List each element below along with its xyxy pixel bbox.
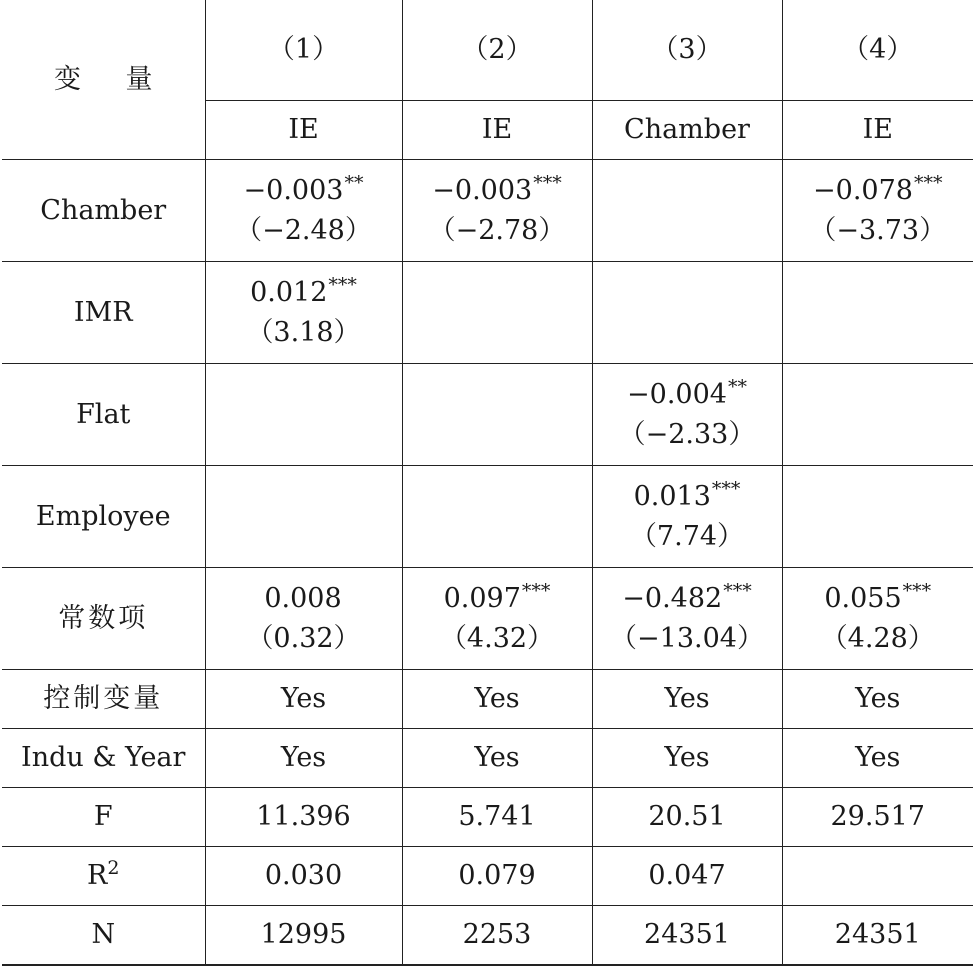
row-r-squared	[2, 847, 973, 906]
coef-cell-empty	[592, 160, 782, 262]
significance-stars: **	[344, 171, 364, 194]
column-number-3: （3）	[592, 0, 782, 101]
coef-cell-empty	[402, 466, 592, 568]
coef-cell	[402, 160, 592, 262]
dependent-var-1: IE	[205, 101, 402, 160]
column-number-1: （1）	[205, 0, 402, 101]
coef-value: −0.482	[622, 582, 723, 614]
controls-cell-2: Yes	[402, 670, 592, 729]
dependent-var-2: IE	[402, 101, 592, 160]
row-employee	[2, 466, 973, 568]
f-stat-cell-1: 11.396	[205, 788, 402, 847]
coef-value: 0.097	[443, 582, 521, 614]
fixed-effects-cell-1: Yes	[205, 729, 402, 788]
t-stat: （−2.48）	[235, 214, 372, 246]
coef-cell	[592, 568, 782, 670]
fixed-effects-cell-3: Yes	[592, 729, 782, 788]
t-stat: （4.32）	[439, 622, 555, 654]
dependent-var-3: Chamber	[592, 101, 782, 160]
r-squared-cell-4	[782, 847, 973, 906]
coef-cell	[205, 568, 402, 670]
r-squared-superscript: 2	[107, 857, 120, 879]
header-row-column-numbers	[2, 0, 973, 101]
row-controls	[2, 670, 973, 729]
significance-stars: ***	[723, 579, 752, 602]
coef-cell	[205, 160, 402, 262]
row-fixed-effects	[2, 729, 973, 788]
t-stat: （−13.04）	[610, 622, 764, 654]
fixed-effects-cell-2: Yes	[402, 729, 592, 788]
coef-cell-empty	[782, 364, 973, 466]
significance-stars: ***	[328, 273, 357, 296]
row-label-employee: Employee	[2, 466, 205, 568]
coef-value: 0.008	[264, 582, 342, 614]
coef-cell	[592, 466, 782, 568]
t-stat: （−3.73）	[809, 214, 947, 246]
coef-value: 0.055	[824, 582, 902, 614]
row-label-constant: 常数项	[2, 568, 205, 670]
coef-cell-empty	[205, 466, 402, 568]
coef-cell-empty	[205, 364, 402, 466]
r-squared-cell-1: 0.030	[205, 847, 402, 906]
row-label-fixed-effects: Indu & Year	[2, 729, 205, 788]
coef-cell-empty	[592, 262, 782, 364]
n-obs-cell-1: 12995	[205, 906, 402, 966]
n-obs-cell-3: 24351	[592, 906, 782, 966]
row-constant	[2, 568, 973, 670]
dependent-var-4: IE	[782, 101, 973, 160]
f-stat-cell-3: 20.51	[592, 788, 782, 847]
row-flat	[2, 364, 973, 466]
coef-cell-empty	[402, 364, 592, 466]
variable-header-label: 变 量	[53, 63, 171, 95]
row-label-imr: IMR	[2, 262, 205, 364]
controls-cell-4: Yes	[782, 670, 973, 729]
significance-stars: ***	[533, 171, 562, 194]
t-stat: （3.18）	[246, 316, 361, 348]
coef-value: −0.078	[813, 174, 913, 206]
variable-header-cell	[2, 0, 205, 160]
row-label-chamber: Chamber	[2, 160, 205, 262]
t-stat: （7.74）	[629, 520, 745, 552]
column-number-4: （4）	[782, 0, 973, 101]
coef-cell-empty	[402, 262, 592, 364]
coef-cell	[592, 364, 782, 466]
column-number-2: （2）	[402, 0, 592, 101]
coef-value: 0.012	[250, 276, 328, 308]
t-stat: （4.28）	[820, 622, 935, 654]
t-stat: （0.32）	[246, 622, 361, 654]
coef-cell	[782, 160, 973, 262]
r-squared-base: R	[87, 860, 108, 891]
n-obs-cell-4: 24351	[782, 906, 973, 966]
coef-value: 0.013	[633, 480, 711, 512]
row-label-f-stat: F	[2, 788, 205, 847]
r-squared-cell-2: 0.079	[402, 847, 592, 906]
n-obs-cell-2: 2253	[402, 906, 592, 966]
coef-value: −0.003	[243, 174, 344, 206]
controls-cell-1: Yes	[205, 670, 402, 729]
f-stat-cell-2: 5.741	[402, 788, 592, 847]
significance-stars: ***	[521, 579, 551, 602]
t-stat: （−2.78）	[428, 214, 566, 246]
coef-cell-empty	[782, 466, 973, 568]
row-imr	[2, 262, 973, 364]
row-n-obs	[2, 906, 973, 966]
row-label-controls: 控制变量	[2, 670, 205, 729]
controls-cell-3: Yes	[592, 670, 782, 729]
significance-stars: **	[727, 375, 747, 398]
row-label-flat: Flat	[2, 364, 205, 466]
coef-value: −0.003	[432, 174, 533, 206]
row-label-n-obs: N	[2, 906, 205, 966]
coef-cell	[402, 568, 592, 670]
coef-cell	[205, 262, 402, 364]
regression-table	[2, 0, 973, 966]
t-stat: （−2.33）	[618, 418, 756, 450]
coef-cell	[782, 568, 973, 670]
coef-cell-empty	[782, 262, 973, 364]
significance-stars: ***	[902, 579, 932, 602]
r-squared-cell-3: 0.047	[592, 847, 782, 906]
significance-stars: ***	[711, 477, 741, 500]
significance-stars: ***	[913, 171, 943, 194]
row-label-r-squared	[2, 847, 205, 906]
row-chamber	[2, 160, 973, 262]
f-stat-cell-4: 29.517	[782, 788, 973, 847]
coef-value: −0.004	[627, 378, 727, 410]
fixed-effects-cell-4: Yes	[782, 729, 973, 788]
row-f-stat	[2, 788, 973, 847]
